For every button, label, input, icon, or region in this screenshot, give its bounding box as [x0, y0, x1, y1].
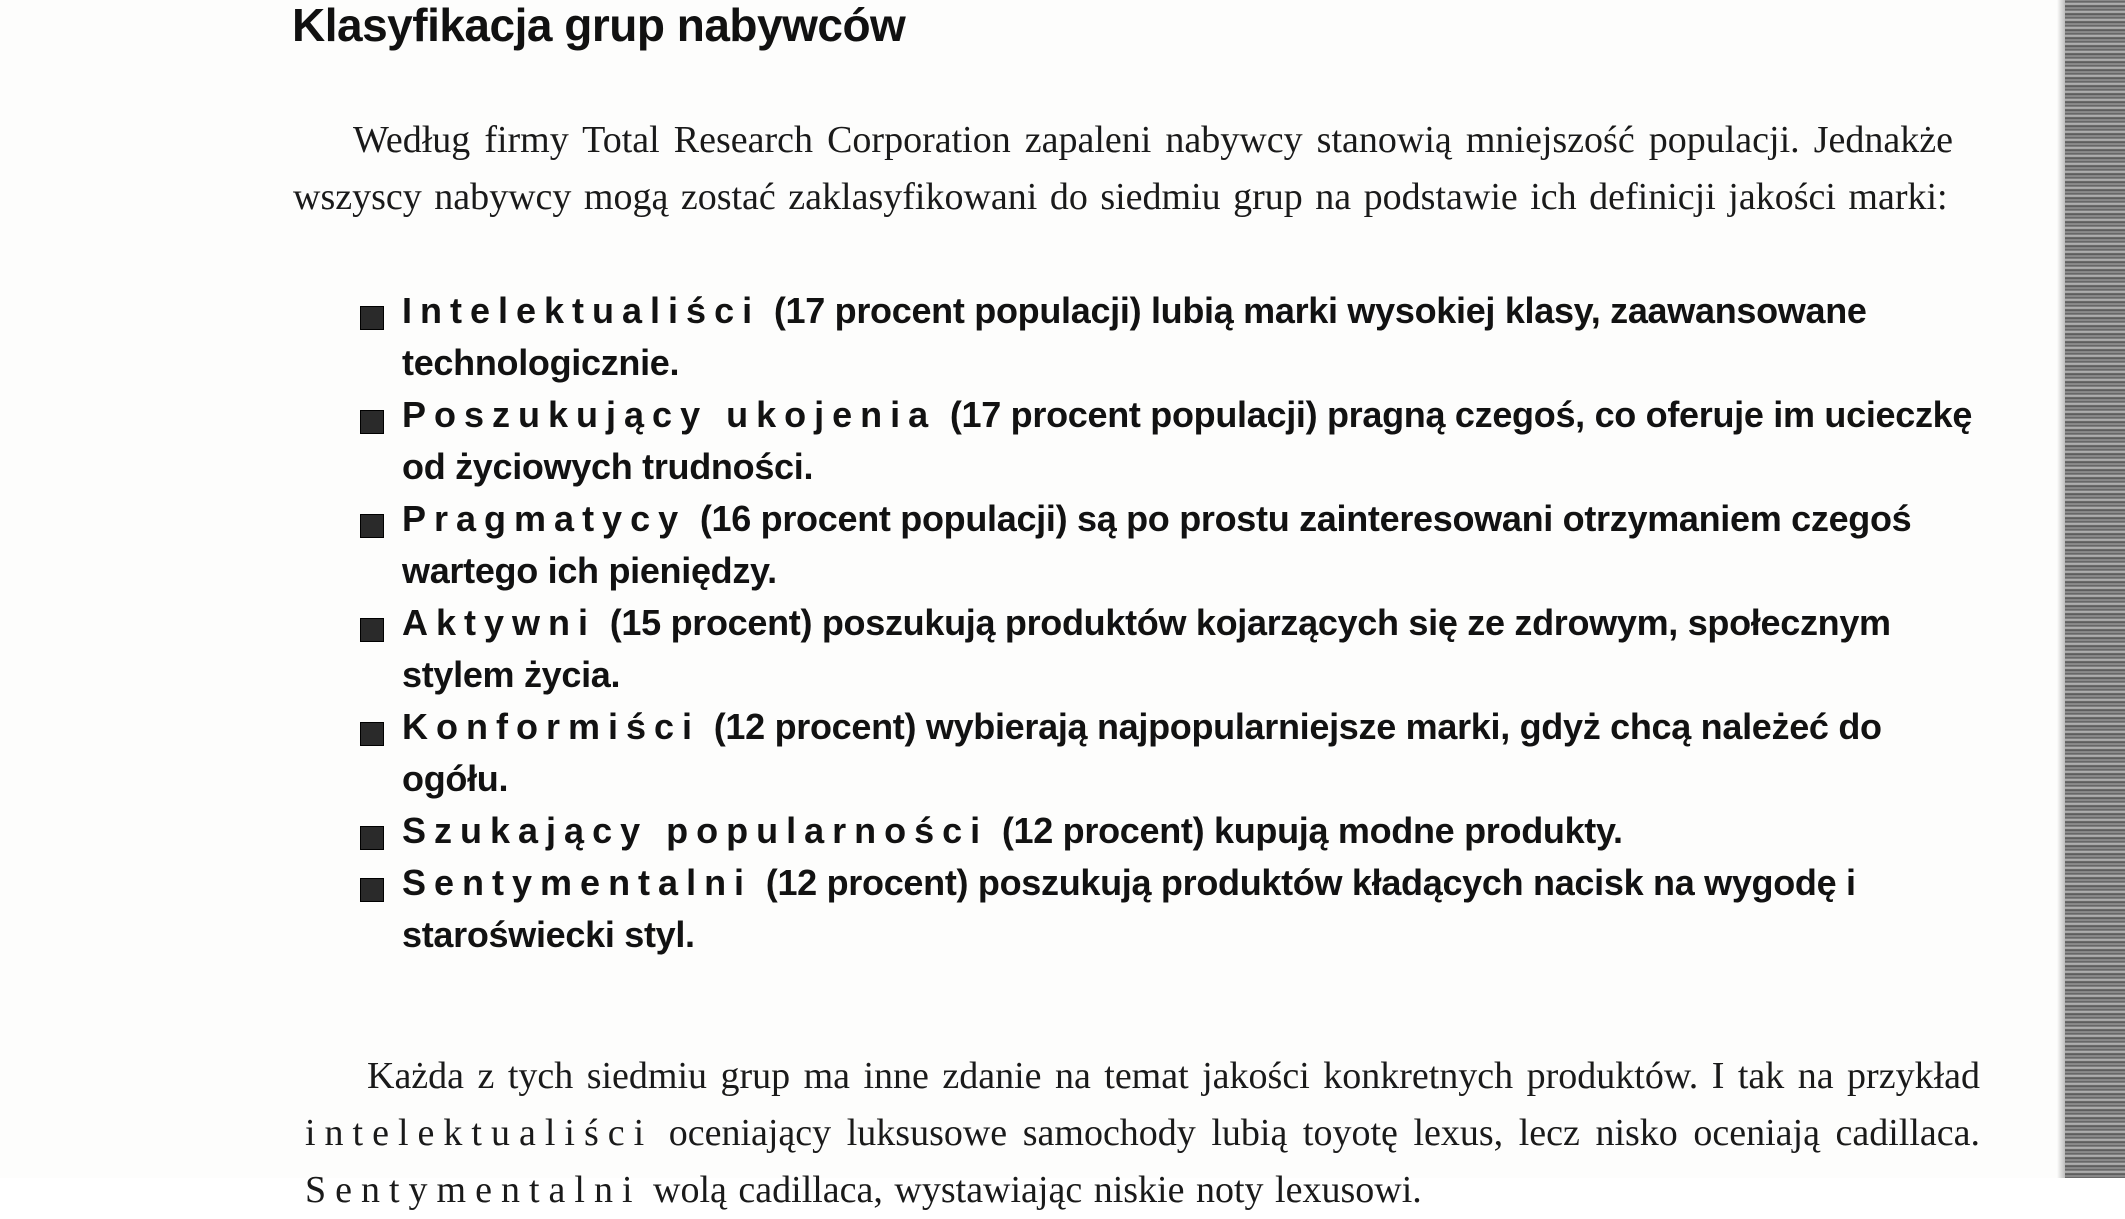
- square-bullet-icon: [360, 618, 384, 642]
- list-item: [360, 493, 1975, 597]
- list-item: [360, 805, 1975, 857]
- group-term: Sentymentalni: [402, 862, 753, 903]
- group-description: (12 procent) kupują modne produkty.: [1001, 810, 1623, 851]
- group-term: Intelektualiści: [402, 290, 761, 331]
- list-item: [360, 701, 1975, 805]
- group-description: (17 procent populacji) pragną czegoś, co oferuje im ucieczkę od życiowych trudności.: [402, 394, 1973, 487]
- group-description: (15 procent) poszukują produktów kojarzących się ze zdrowym, społecznym stylem życia.: [402, 602, 1891, 695]
- book-spine-edge: [2065, 0, 2125, 1178]
- square-bullet-icon: [360, 514, 384, 538]
- group-description: (16 procent populacji) są po prostu zainteresowani otrzymaniem czegoś wartego ich pieniędzy.: [402, 498, 1912, 591]
- outro-text-part2: oceniający luksusowe samochody lubią toyotę lexus, lecz nisko oceniają cadillaca.: [668, 1112, 1980, 1154]
- intro-paragraph: Według firmy Total Research Corporation zapaleni nabywcy stanowią mniejszość populacji. Jednakże wszyscy nabywcy mogą zostać zaklasyfikowani do siedmiu grup na podstawie ich definicji jakości marki:: [293, 119, 1953, 218]
- section-heading: Klasyfikacja grup nabywców: [292, 0, 906, 51]
- list-item: [360, 389, 1975, 493]
- list-item: [360, 857, 1975, 961]
- square-bullet-icon: [360, 410, 384, 434]
- group-term: Pragmatycy: [402, 498, 687, 539]
- group-term: Szukający popularności: [402, 810, 989, 851]
- square-bullet-icon: [360, 306, 384, 330]
- buyer-groups-list: [360, 285, 1975, 961]
- group-term: Aktywni: [402, 602, 597, 643]
- outro-term-sentymentalni: Sentymentalni: [305, 1169, 642, 1211]
- outro-text-part3: wolą cadillaca, wystawiając niskie noty lexusowi.: [653, 1169, 1422, 1211]
- outro-text-part1: Każda z tych siedmiu grup ma inne zdanie na temat jakości konkretnych produktów. I tak na przykład: [367, 1055, 1980, 1097]
- group-description: (12 procent) poszukują produktów kładących nacisk na wygodę i staroświecki styl.: [402, 862, 1856, 955]
- list-item: [360, 285, 1975, 389]
- page-gutter-shadow: [2057, 0, 2065, 1178]
- square-bullet-icon: [360, 878, 384, 902]
- square-bullet-icon: [360, 826, 384, 850]
- square-bullet-icon: [360, 722, 384, 746]
- group-description: (17 procent populacji) lubią marki wysokiej klasy, zaawansowane technologicznie.: [402, 290, 1867, 383]
- group-term: Konformiści: [402, 706, 701, 747]
- group-description: (12 procent) wybierają najpopularniejsze marki, gdyż chcą należeć do ogółu.: [402, 706, 1882, 799]
- list-item: [360, 597, 1975, 701]
- outro-paragraph: [305, 1048, 1980, 1219]
- group-term: Poszukujący ukojenia: [402, 394, 937, 435]
- outro-term-intelektualisci: intelektualiści: [305, 1112, 654, 1154]
